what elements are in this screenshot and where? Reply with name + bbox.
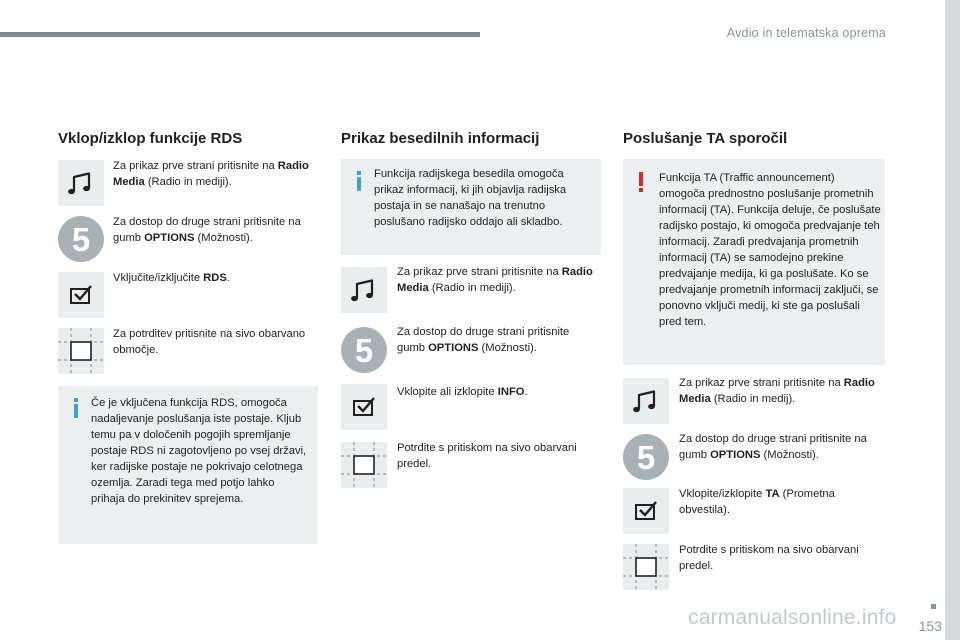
music-note-icon (58, 160, 104, 206)
step-text: Vklopite ali izklopite INFO. (397, 386, 528, 398)
watermark-text: carmanualsonline.info (688, 606, 897, 629)
warning-note-ta (623, 159, 885, 365)
header-rule (0, 32, 480, 37)
music-note-icon (623, 378, 669, 424)
info-note-radiotext (341, 159, 601, 255)
checkbox-toggle-icon (623, 488, 669, 534)
step-text: Za dostop do druge strani pritisnite gumb OPTIONS (Možnosti). (397, 326, 570, 354)
step-text: Za prikaz prve strani pritisnite na Radio Media (Radio in medij). (679, 377, 875, 405)
warning-text: Funkcija TA (Traffic announcement) omogoča prednostno poslušanje prometnih informacij (TA). Funkcija deluje, če poslušate radijsko postajo, ki omogoča predvajanje teh informacij. Zaradi predvajanja prometnih informacij (TA) se samodejno prekine predvajanje medija, ki ga poslušate. Ko se predvajanje prometnih informacij zaključi, se ponovno vključi medij, ki ste ga poslušali pred tem. (659, 172, 881, 328)
music-note-icon (341, 267, 387, 313)
grey-area-icon (58, 328, 104, 374)
section-title-rds: Vklop/izklop funkcije RDS (58, 130, 243, 147)
step-text: Za prikaz prve strani pritisnite na Radio Media (Radio in mediji). (113, 160, 309, 188)
step-text: Potrdite s pritiskom na sivo obarvani predel. (397, 442, 577, 470)
step-number-5-icon: 5 (58, 216, 104, 262)
grey-area-icon (623, 544, 669, 590)
step-text: Za prikaz prve strani pritisnite na Radio Media (Radio in mediji). (397, 266, 593, 294)
page-dot (931, 604, 936, 609)
step-text: Za potrditev pritisnite na sivo obarvano območje. (113, 328, 306, 356)
info-text: Če je vključena funkcija RDS, omogoča nadaljevanje poslušanja iste postaje. Kljub temu pa v določenih pogojih spremljanje postaje RDS ni zagotovljeno po vsej državi, ker radijske postaje ne pokrivajo celotnega ozemlja. Zaradi tega med potjo lahko prihaja do prekinitev sprejema. (91, 397, 307, 505)
checkbox-toggle-icon (58, 272, 104, 318)
grey-area-icon (341, 442, 387, 488)
step-number-5-icon: 5 (623, 434, 669, 480)
page-edge-strip (945, 0, 960, 640)
info-note-rds (58, 386, 318, 544)
page-number: 153 (918, 618, 942, 634)
step-text: Potrdite s pritiskom na sivo obarvani predel. (679, 544, 859, 572)
step-text: Za dostop do druge strani pritisnite na gumb OPTIONS (Možnosti). (679, 433, 867, 461)
section-title-ta: Poslušanje TA sporočil (623, 130, 788, 147)
chapter-title: Avdio in telematska oprema (726, 26, 886, 40)
checkbox-toggle-icon (341, 384, 387, 430)
step-number-5-icon: 5 (341, 327, 387, 373)
step-text: Vključite/izključite RDS. (113, 272, 230, 284)
info-text: Funkcija radijskega besedila omogoča prikaz informacij, ki jih objavlja radijska postaja in se nanašajo na trenutno poslušano radijsko oddajo ali skladbo. (374, 168, 567, 228)
section-title-text-info: Prikaz besedilnih informacij (341, 130, 540, 147)
step-text: Vklopite/izklopite TA (Prometna obvestila). (679, 488, 835, 516)
step-text: Za dostop do druge strani pritisnite na gumb OPTIONS (Možnosti). (113, 216, 301, 244)
